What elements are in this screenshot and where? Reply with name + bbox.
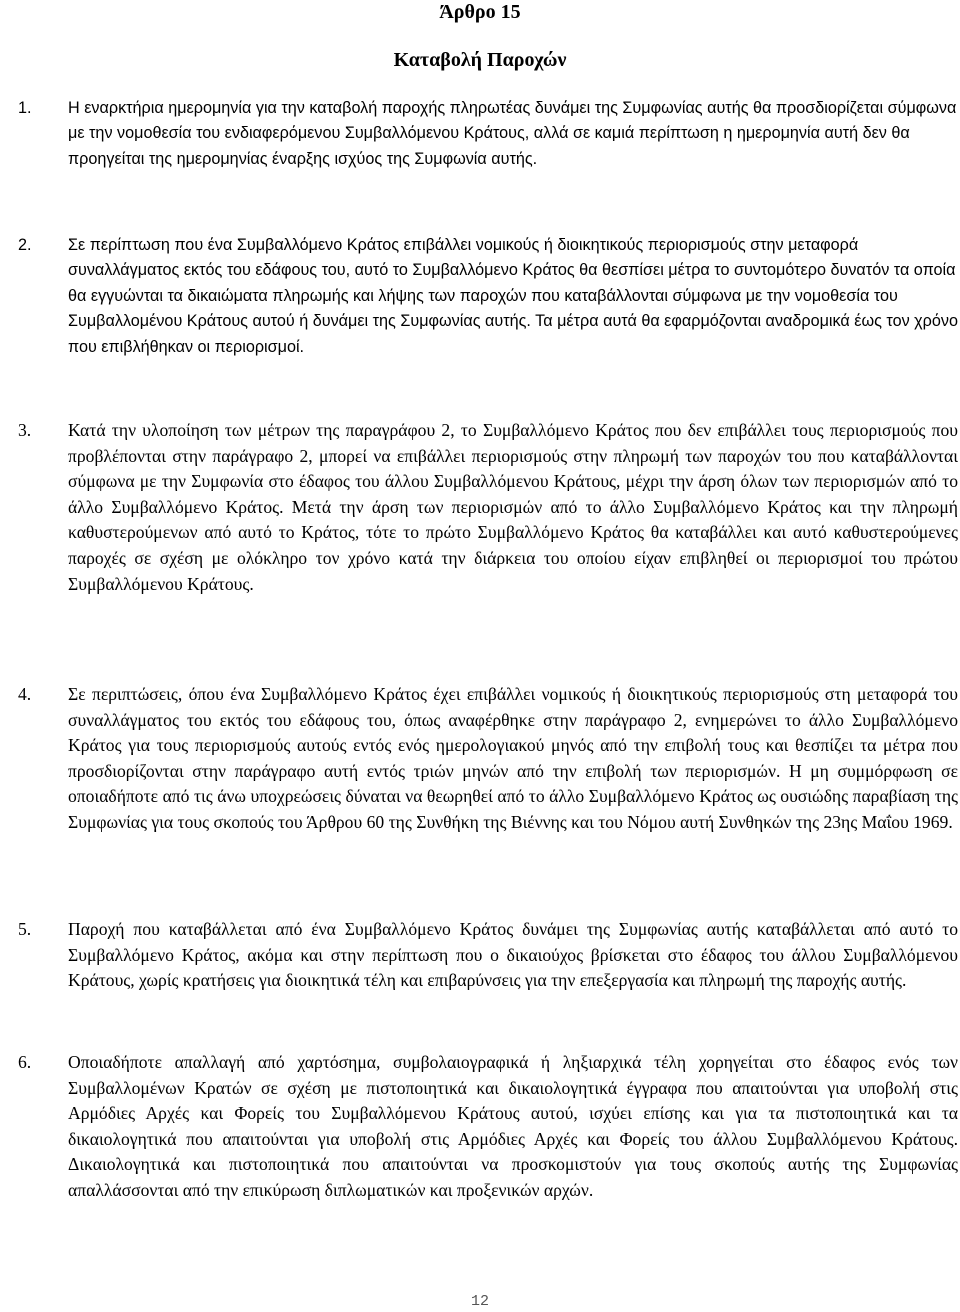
page-number: 12: [470, 1293, 489, 1310]
paragraph-5: [18, 917, 958, 994]
paragraph-number: 3.: [18, 420, 32, 440]
paragraph-text: Σε περίπτωση που ένα Συμβαλλόμενο Κράτος επιβάλλει νομικούς ή διοικητικούς περιορισμούς στην μεταφορά συναλλάγματος εκτός του εδάφους του, αυτό το Συμβαλλόμενο Κράτος θα θεσπίσει μέτρα το συντομότερο δυνατόν τα οποία θα εγγυώνται τα δικαιώματα πληρωμής και λήψης των παροχών που καταβάλλονται σύμφωνα με την νομοθεσία του Συμβαλλομένου Κράτους αυτού ή δυνάμει της Συμφωνίας αυτής. Τα μέτρα αυτά θα εφαρμόζονται αναδρομικά έως τον χρόνο που επιβλήθηκαν οι περιορισμοί.: [68, 236, 958, 356]
paragraph-text: Η εναρκτήρια ημερομηνία για την καταβολή παροχής πληρωτέας δυνάμει της Συμφωνίας αυτής θα προσδιορίζεται σύμφωνα με την νομοθεσία του ενδιαφερόμενου Συμβαλλόμενου Κράτους, αλλά σε καμιά περίπτωση η ημερομηνία αυτή δεν θα προηγείται της ημερομηνίας έναρξης ισχύος της Συμφωνία αυτής.: [68, 99, 957, 168]
paragraph-number: 5.: [18, 919, 32, 939]
paragraph-text: Παροχή που καταβάλλεται από ένα Συμβαλλόμενο Κράτος δυνάμει της Συμφωνίας αυτής καταβάλλεται από αυτό το Συμβαλλόμενο Κράτος, ακόμα και στην περίπτωση που ο δικαιούχος βρίσκεται στο έδαφος του άλλου Συμβαλλόμενου Κράτους, χωρίς κρατήσεις για διοικητικά τέλη και επιβαρύνσεις για την επεξεργασία και πληρωμή της παροχής αυτής.: [68, 919, 958, 991]
paragraph-text: Οποιαδήποτε απαλλαγή από χαρτόσημα, συμβολαιογραφικά ή ληξιαρχικά τέλη χορηγείται στο έδαφος ενός των Συμβαλλομένων Κρατών σε σχέση με πιστοποιητικά και δικαιολογητικά έγγραφα που απαιτούνται για υποβολή στις Αρμόδιες Αρχές και Φορείς του Συμβαλλόμενου Κράτους αυτού, ισχύει επίσης και για τα πιστοποιητικά και τα δικαιολογητικά που απαιτούνται για υποβολή στις Αρμόδιες Αρχές και Φορείς του άλλου Συμβαλλόμενου Κράτους. Δικαιολογητικά και πιστοποιητικά που απαιτούνται να προσκομιστούν για τους σκοπούς αυτής της Συμφωνίας απαλλάσσονται από την επικύρωση διπλωματικών και προξενικών αρχών.: [68, 1052, 958, 1200]
paragraph-number: 6.: [18, 1052, 32, 1072]
article-subtitle: Καταβολή Παροχών: [393, 49, 567, 71]
paragraph-number: 2.: [18, 236, 32, 254]
paragraph-number: 4.: [18, 684, 32, 704]
paragraph-text: Σε περιπτώσεις, όπου ένα Συμβαλλόμενο Κράτος έχει επιβάλλει νομικούς ή διοικητικούς περιορισμούς στη μεταφορά του συναλλάγματος του εκτός του εδάφους του, όπως αναφέρθηκε στην παράγραφο 2, ενημερώνει το άλλο Συμβαλλόμενο Κράτος για τους περιορισμούς αυτούς εντός ενός ημερολογιακού μηνός από την επιβολή τους και θεσπίζει τα μέτρα που προσδιορίζονται στην παράγραφο αυτή εντός τριών μηνών από την επιβολή των περιορισμών. Η μη συμμόρφωση σε οποιαδήποτε από τις άνω υποχρεώσεις δύναται να θεωρηθεί από το άλλο Συμβαλλόμενο Κράτος ως ουσιώδης παραβίαση της Συμφωνίας για τους σκοπούς του Άρθρου 60 της Συνθήκη της Βιέννης και του Νόμου αυτή Συνθηκών της 23ης Μαΐου 1969.: [68, 684, 958, 832]
paragraph-number: 1.: [18, 99, 32, 117]
paragraph-3: [18, 418, 958, 597]
paragraph-6: [18, 1050, 958, 1204]
paragraph-2: [18, 233, 958, 360]
article-title: Άρθρο 15: [439, 1, 521, 23]
paragraph-1: [18, 96, 958, 172]
paragraph-4: [18, 682, 958, 836]
paragraph-text: Κατά την υλοποίηση των μέτρων της παραγράφου 2, το Συμβαλλόμενο Κράτος που δεν επιβάλλει τους περιορισμούς που προβλέπονται στην παράγραφο 2, μπορεί να επιβάλλει περιορισμούς στην πληρωμή των παροχών του που καταβάλλονται σύμφωνα με την Συμφωνία στο έδαφος του άλλου Συμβαλλόμενου Κράτους, μέχρι την άρση όλων των περιορισμών από το άλλο Συμβαλλόμενο Κράτος. Μετά την άρση των περιορισμών από το άλλο Συμβαλλόμενο Κράτος και την πληρωμή καθυστερούμενων από αυτό το Κράτος, τότε το πρώτο Συμβαλλόμενο Κράτος θα καταβάλλει και αυτό καθυστερούμενες παροχές σε σχέση με ολόκληρο τον χρόνο κατά την διάρκεια του οποίου είχαν επιβληθεί οι περιορισμοί του πρώτου Συμβαλλόμενου Κράτους.: [68, 420, 958, 594]
